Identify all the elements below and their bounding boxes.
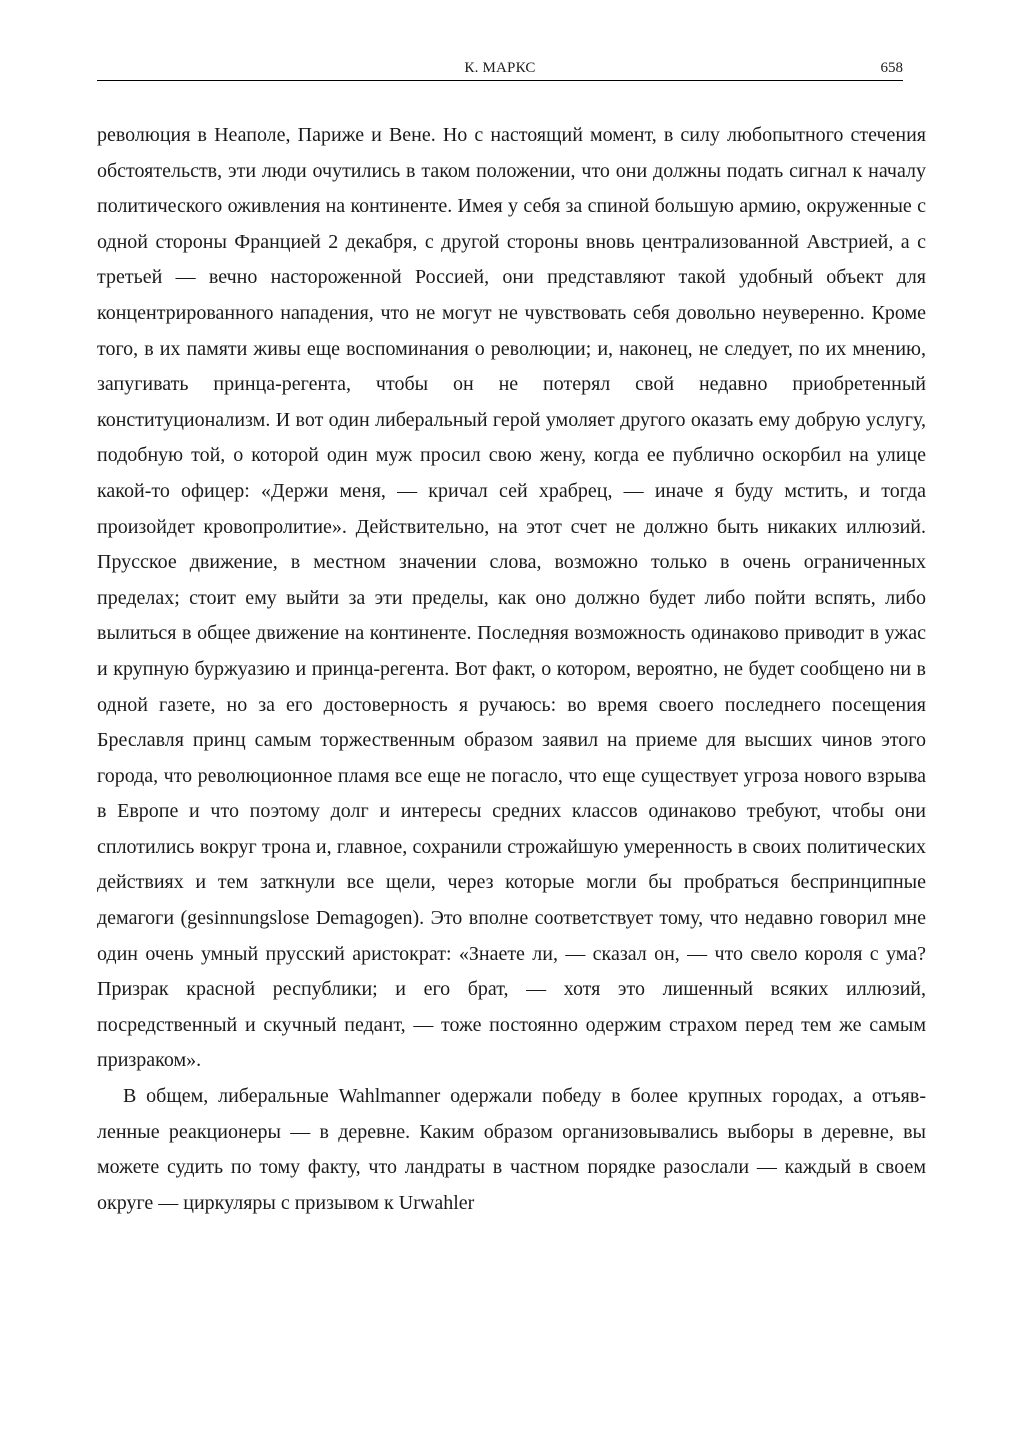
page-body: [97, 118, 926, 1221]
page-number: 658: [880, 60, 903, 76]
paragraph-2: В общем, либеральные Wahlmanner одержали победу в более крупных городах, а отъявленные реакционеры — в деревне. Каким образом организовывались выборы в деревне, вы можете судить по тому факту, что ландраты в частном порядке разослали — каждый в своем округе — циркуляры с призывом к Urwahler: [97, 1085, 926, 1214]
header-author: К. МАРКС: [464, 60, 536, 76]
running-header: [97, 58, 903, 81]
paragraph-1: революция в Неаполе, Париже и Вене. Но с настоящий момент, в силу любопытного стечения обстоятельств, эти люди очутились в таком положении, что они должны подать сигнал к началу политического оживления на континенте. Имея у себя за спиной большую армию, окруженные с одной стороны Францией 2 декабря, с другой стороны вновь централизованной Австрией, а с третьей — вечно настороженной Россией, они представляют такой удобный объект для концентрированного нападения, что не могут не чувствовать себя довольно неуверенно. Кроме того, в их памяти живы еще воспоминания о революции; и, наконец, не следует, по их мнению, запугивать принца-регента, чтобы он не потерял свой недавно приобретенный конституционализм. И вот один либеральный герой умоляет другого оказать ему добрую услугу, подобную той, о которой один муж просил свою жену, когда ее публично оскорбил на улице какой-то офицер: «Держи меня, — кричал сей храбрец, — иначе я буду мстить, и тогда произойдет кровопролитие». Действительно, на этот счет не должно быть никаких иллюзий. Прусское движение, в местном значении слова, возможно только в очень ограниченных пределах; стоит ему выйти за эти пределы, как оно должно будет либо пойти вспять, либо вылиться в общее движение на континенте. Последняя возможность одинаково приводит в ужас и крупную буржуазию и принца-регента. Вот факт, о котором, вероятно, не будет сообщено ни в одной газете, но за его достоверность я ручаюсь: во время своего последнего посещения Бреславля принц самым торжественным образом заявил на приеме для высших чинов этого города, что революционное пламя все еще не погасло, что еще существует угроза нового взрыва в Европе и что поэтому долг и интересы средних классов одинаково требуют, чтобы они сплотились вокруг трона и, главное, сохранили строжайшую умеренность в своих политических действиях и тем заткнули все щели, через которые могли бы пробраться беспринципные демагоги (gesinnungslose Demagogen). Это вполне соответствует тому, что недавно говорил мне один очень умный прусский аристократ: «Знаете ли, — сказал он, — что свело короля с ума? Призрак красной республики; и его брат, — хотя это лишенный всяких иллюзий, посредственный и скучный педант, — тоже постоянно одержим страхом перед тем же самым призраком».: [97, 124, 926, 1072]
